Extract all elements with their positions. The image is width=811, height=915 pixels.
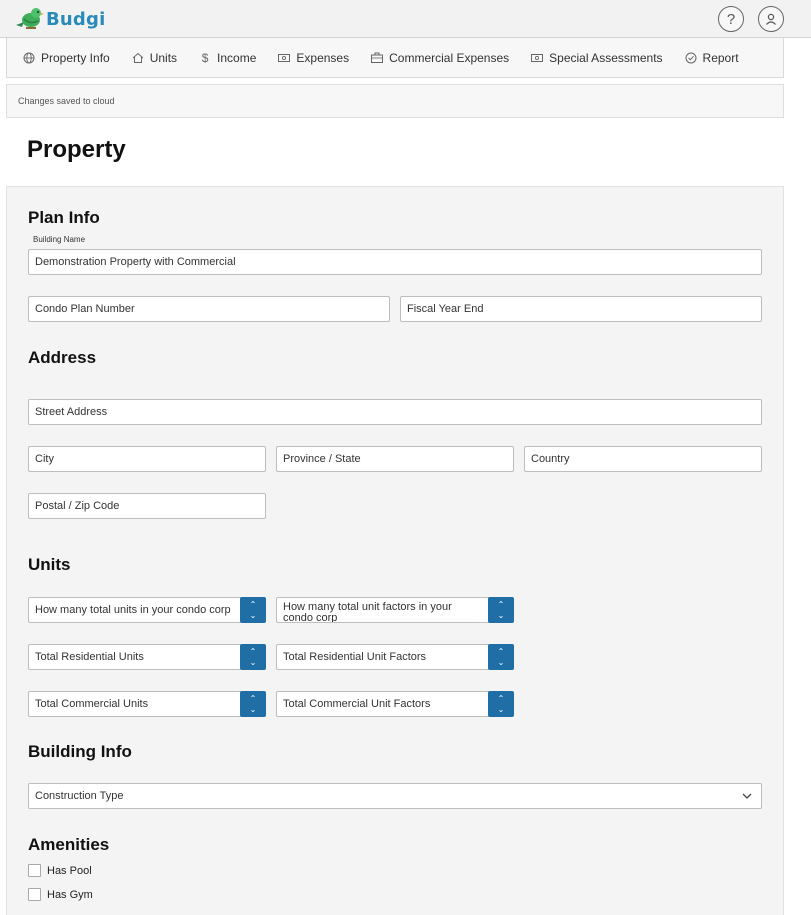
country-input[interactable]: Country	[524, 446, 762, 472]
address-heading: Address	[28, 348, 97, 367]
chevron-up-icon[interactable]: ⌃	[497, 599, 505, 609]
brand-name: Budgi	[46, 8, 106, 30]
tab-units[interactable]	[132, 51, 177, 65]
save-status: Changes saved to cloud	[6, 84, 784, 118]
commercial-units-stepper[interactable]	[240, 691, 266, 717]
city-input[interactable]: City	[28, 446, 266, 472]
tab-label: Property Info	[41, 50, 110, 65]
total-units-stepper[interactable]	[240, 597, 266, 623]
chevron-up-icon[interactable]: ⌃	[497, 693, 505, 703]
residential-unit-factors-stepper[interactable]	[488, 644, 514, 670]
amenities-heading: Amenities	[28, 835, 110, 854]
chevron-down-icon[interactable]: ⌄	[497, 657, 505, 667]
building-name-input[interactable]: Demonstration Property with Commercial	[28, 249, 762, 275]
tab-label: Commercial Expenses	[389, 50, 510, 65]
account-button[interactable]	[758, 6, 784, 32]
checkbox-label: Has Pool	[47, 864, 92, 877]
chevron-down-icon[interactable]: ⌄	[249, 704, 257, 714]
total-unit-factors-stepper[interactable]	[488, 597, 514, 623]
section-nav	[6, 38, 784, 78]
units-heading: Units	[28, 555, 71, 574]
chevron-down-icon	[741, 790, 753, 802]
tab-property-info[interactable]	[23, 51, 110, 65]
province-state-input[interactable]: Province / State	[276, 446, 514, 472]
tab-expenses[interactable]	[278, 51, 349, 65]
briefcase-icon	[371, 52, 383, 64]
tab-label: Units	[149, 50, 178, 65]
tab-income[interactable]	[199, 51, 256, 65]
has-pool-checkbox[interactable]	[28, 864, 41, 877]
commercial-unit-factors-stepper[interactable]	[488, 691, 514, 717]
construction-type-value: Construction Type	[35, 790, 124, 802]
chevron-down-icon[interactable]: ⌄	[249, 657, 257, 667]
total-units-input[interactable]: How many total units in your condo corp	[28, 597, 242, 623]
dollar-icon: $	[201, 50, 209, 65]
has-gym-checkbox[interactable]	[28, 888, 41, 901]
chevron-up-icon[interactable]: ⌃	[497, 646, 505, 656]
chevron-up-icon[interactable]: ⌃	[249, 599, 257, 609]
has-pool-option[interactable]	[28, 864, 92, 877]
brand-logo[interactable]	[14, 4, 105, 34]
commercial-units-input[interactable]: Total Commercial Units	[28, 691, 242, 717]
condo-plan-number-input[interactable]: Condo Plan Number	[28, 296, 390, 322]
fiscal-year-end-input[interactable]: Fiscal Year End	[400, 296, 762, 322]
top-header	[0, 0, 811, 38]
money-icon	[278, 52, 290, 64]
chevron-up-icon[interactable]: ⌃	[249, 646, 257, 656]
tab-label: Expenses	[296, 50, 350, 65]
tab-label: Special Assessments	[549, 50, 663, 65]
help-button[interactable]	[718, 6, 744, 32]
checkbox-label: Has Gym	[47, 888, 93, 901]
check-circle-icon	[685, 52, 697, 64]
question-icon: ?	[726, 10, 736, 28]
has-gym-option[interactable]	[28, 888, 93, 901]
postal-zip-input[interactable]: Postal / Zip Code	[28, 493, 266, 519]
residential-unit-factors-input[interactable]: Total Residential Unit Factors	[276, 644, 490, 670]
residential-units-stepper[interactable]	[240, 644, 266, 670]
street-address-input[interactable]: Street Address	[28, 399, 762, 425]
commercial-unit-factors-input[interactable]: Total Commercial Unit Factors	[276, 691, 490, 717]
construction-type-select[interactable]	[28, 783, 762, 809]
globe-icon	[23, 52, 35, 64]
building-info-heading: Building Info	[28, 742, 132, 761]
user-icon	[764, 12, 778, 26]
residential-units-input[interactable]: Total Residential Units	[28, 644, 242, 670]
money-icon	[531, 52, 543, 64]
page-title: Property	[27, 136, 126, 163]
tab-special-assessments[interactable]	[531, 51, 662, 65]
tab-label: Income	[217, 50, 257, 65]
home-icon	[132, 52, 144, 64]
tab-label: Report	[702, 50, 739, 65]
building-name-label: Building Name	[33, 235, 86, 244]
tab-report[interactable]	[685, 51, 739, 65]
chevron-down-icon[interactable]: ⌄	[497, 704, 505, 714]
plan-info-heading: Plan Info	[28, 208, 100, 227]
tab-commercial-expenses[interactable]	[371, 51, 509, 65]
chevron-up-icon[interactable]: ⌃	[249, 693, 257, 703]
chevron-down-icon[interactable]: ⌄	[497, 610, 505, 620]
total-unit-factors-input[interactable]: How many total unit factors in your condo corp	[276, 597, 490, 623]
chevron-down-icon[interactable]: ⌄	[249, 610, 257, 620]
bird-logo-icon	[14, 5, 44, 33]
